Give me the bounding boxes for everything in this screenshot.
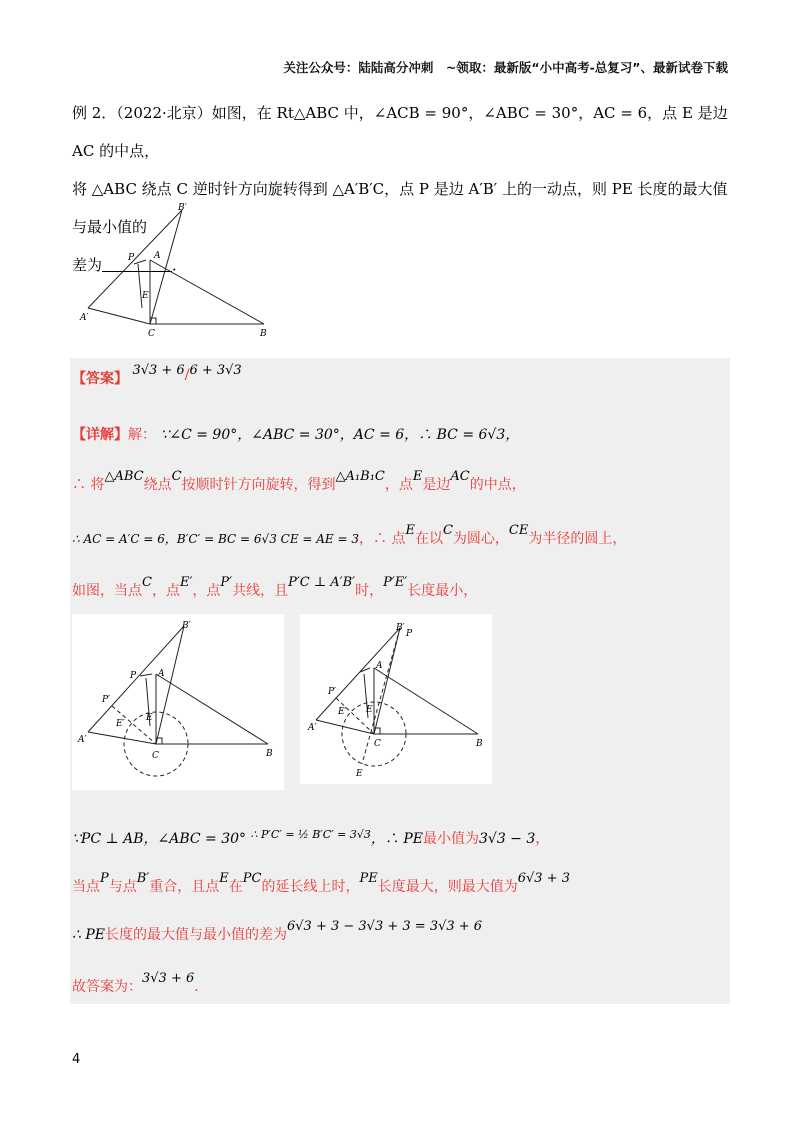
l6-j: PE <box>359 871 378 886</box>
problem-line-1: 例 2．（2022·北京）如图，在 Rt△ABC 中，∠ACB = 90°，∠ABC = 30°，AC = 6，点 E 是边 AC 的中点， <box>72 104 728 160</box>
l4-k: 长度最小， <box>407 583 478 599</box>
solution-math-1: ∵∠C = 90°，∠ABC = 30°，AC = 6，∴ BC = 6√3， <box>160 427 520 443</box>
l7-a: ∴ PE <box>72 927 105 943</box>
fig3-label-pprime: P′ <box>328 687 337 697</box>
fig3-label-e-lower: E <box>356 769 363 779</box>
page-header: 关注公众号：陆陆高分冲刺 ~领取：最新版“小中高考-总复习”、最新试卷下载 <box>283 60 728 75</box>
fig1-label-e: E <box>142 291 149 301</box>
l3-b: E <box>405 523 415 538</box>
l6-c: 与点 <box>108 879 137 895</box>
l5-frac: ∴ P′C′ = ½ B′C′ = 3√3 <box>250 828 371 841</box>
fig2-label-a: A <box>158 669 165 679</box>
l2-a: ∴ 将 <box>72 477 105 493</box>
fig2-label-e: E <box>146 713 153 723</box>
answer-row <box>72 363 242 388</box>
l4-a: 如图，当点 <box>72 583 142 599</box>
l8-c: ． <box>194 979 209 995</box>
l6-e: 重合，且点 <box>149 879 220 895</box>
solution-line-3 <box>72 523 627 548</box>
l6-l: 6√3 + 3 <box>517 871 570 886</box>
fig1-label-bprime: B′ <box>178 203 187 213</box>
l5-a: ，∴ PE <box>370 831 423 847</box>
l3-c: 在以 <box>414 531 443 547</box>
l2-e: ，点 <box>384 477 413 493</box>
fig1-label-p: P <box>128 253 135 263</box>
answer-tag: 【答案】 <box>72 371 128 387</box>
fig3-label-bprime: B′ <box>396 623 405 633</box>
fig2-label-bprime: B′ <box>182 621 191 631</box>
fig3-label-c: C <box>374 739 381 749</box>
l5-d: ， <box>535 831 550 847</box>
l6-i: 的延长线上时， <box>261 879 360 895</box>
figure-2-panel <box>72 614 284 790</box>
fig3-label-e: E <box>366 705 373 715</box>
l4-d: E′ <box>179 575 193 590</box>
figure-2 <box>72 614 284 790</box>
page-number: 4 <box>72 1052 81 1067</box>
l3-math: ∴ AC = A′C = 6，B′C′ = BC = 6√3 CE = AE = 3 <box>72 532 360 546</box>
problem-line-3-suffix: ． <box>172 256 188 274</box>
l4-h: P′C ⊥ A′B′ <box>288 575 356 590</box>
l6-g: 在 <box>228 879 243 895</box>
l2-c: C <box>171 469 182 484</box>
l3-g: 为半径的圆上， <box>528 531 627 547</box>
l2-tri2: △A₁B₁C <box>335 469 385 484</box>
l2-b: 绕点 <box>143 477 172 493</box>
l6-b: P <box>100 871 109 886</box>
fig1-label-a: A <box>154 251 161 261</box>
l8-a: 故答案为： <box>72 979 142 995</box>
solution-line-6 <box>72 871 570 896</box>
fig3-label-eprime: E′ <box>338 707 347 717</box>
l2-f: E <box>412 469 423 484</box>
solution-line-4 <box>72 575 478 600</box>
fig2-label-aprime: A′ <box>78 735 87 745</box>
fig3-label-aprime: A′ <box>308 723 317 733</box>
fig2-label-b: B <box>266 749 273 759</box>
problem-line-3-prefix: 差为 <box>72 256 103 274</box>
l3-e: 为圆心， <box>452 531 509 547</box>
l7-c: 6√3 + 3 − 3√3 + 3 = 3√3 + 6 <box>287 919 483 934</box>
l3-a: ，∴ 点 <box>359 531 406 547</box>
solution-line-1 <box>72 424 519 444</box>
fig1-label-aprime: A′ <box>80 313 89 323</box>
fig1-label-b: B <box>260 329 267 339</box>
fig1-label-c: C <box>148 329 155 339</box>
l4-i: 时， <box>355 583 384 599</box>
l2-d: 按顺时针方向旋转，得到 <box>181 477 336 493</box>
solution-line-7 <box>72 919 483 944</box>
solution-line-5 <box>72 828 549 848</box>
l4-f: P′ <box>220 575 233 590</box>
l5-b: 最小值为 <box>423 831 479 847</box>
l2-i: 的中点， <box>469 477 526 493</box>
solution-line-2 <box>72 469 526 494</box>
answer-alt: 6 + 3√3 <box>189 363 242 378</box>
fig3-label-b: B <box>476 739 483 749</box>
l6-d: B′ <box>136 871 150 886</box>
l6-h: PC <box>242 871 262 886</box>
fig2-label-eprime: E′ <box>116 719 125 729</box>
fig3-label-p: P <box>406 629 413 639</box>
l4-j: P′E′ <box>383 575 408 590</box>
l4-e: ，点 <box>192 583 221 599</box>
l2-tri: △ABC <box>104 469 144 484</box>
answer-sep: / <box>184 367 190 383</box>
problem-line-2: 将 △ABC 绕点 C 逆时针方向旋转得到 △A′B′C，点 P 是边 A′B′ 上的一动点，则 PE 长度的最大值与最小值的 <box>72 180 728 236</box>
figure-1 <box>78 200 288 340</box>
l4-g: 共线，且 <box>232 583 289 599</box>
l2-g: 是边 <box>422 477 451 493</box>
l3-f: CE <box>508 523 529 538</box>
solution-tag: 【详解】 <box>72 427 128 443</box>
l5-c: 3√3 − 3 <box>479 831 536 847</box>
solution-line-8 <box>72 971 209 996</box>
l3-d: C <box>442 523 453 538</box>
fig2-label-c: C <box>152 751 159 761</box>
answer-value: 3√3 + 6 <box>132 363 185 378</box>
solution-intro: 解： <box>128 427 156 443</box>
l4-c: ，点 <box>151 583 180 599</box>
fig3-label-a: A <box>376 661 383 671</box>
l6-a: 当点 <box>72 879 100 895</box>
l5-math: ∵PC ⊥ AB，∠ABC = 30° <box>72 831 247 847</box>
l6-f: E <box>219 871 229 886</box>
l8-b: 3√3 + 6 <box>142 971 195 986</box>
l6-k: 长度最大，则最大值为 <box>377 879 518 895</box>
l7-b: 长度的最大值与最小值的差为 <box>105 927 287 943</box>
figure-3-panel <box>300 614 492 784</box>
l4-b: C <box>142 575 152 590</box>
figure-3 <box>300 614 492 784</box>
l2-h: AC <box>450 469 470 484</box>
fig2-label-pprime: P′ <box>102 695 111 705</box>
fig2-label-p: P <box>130 671 137 681</box>
